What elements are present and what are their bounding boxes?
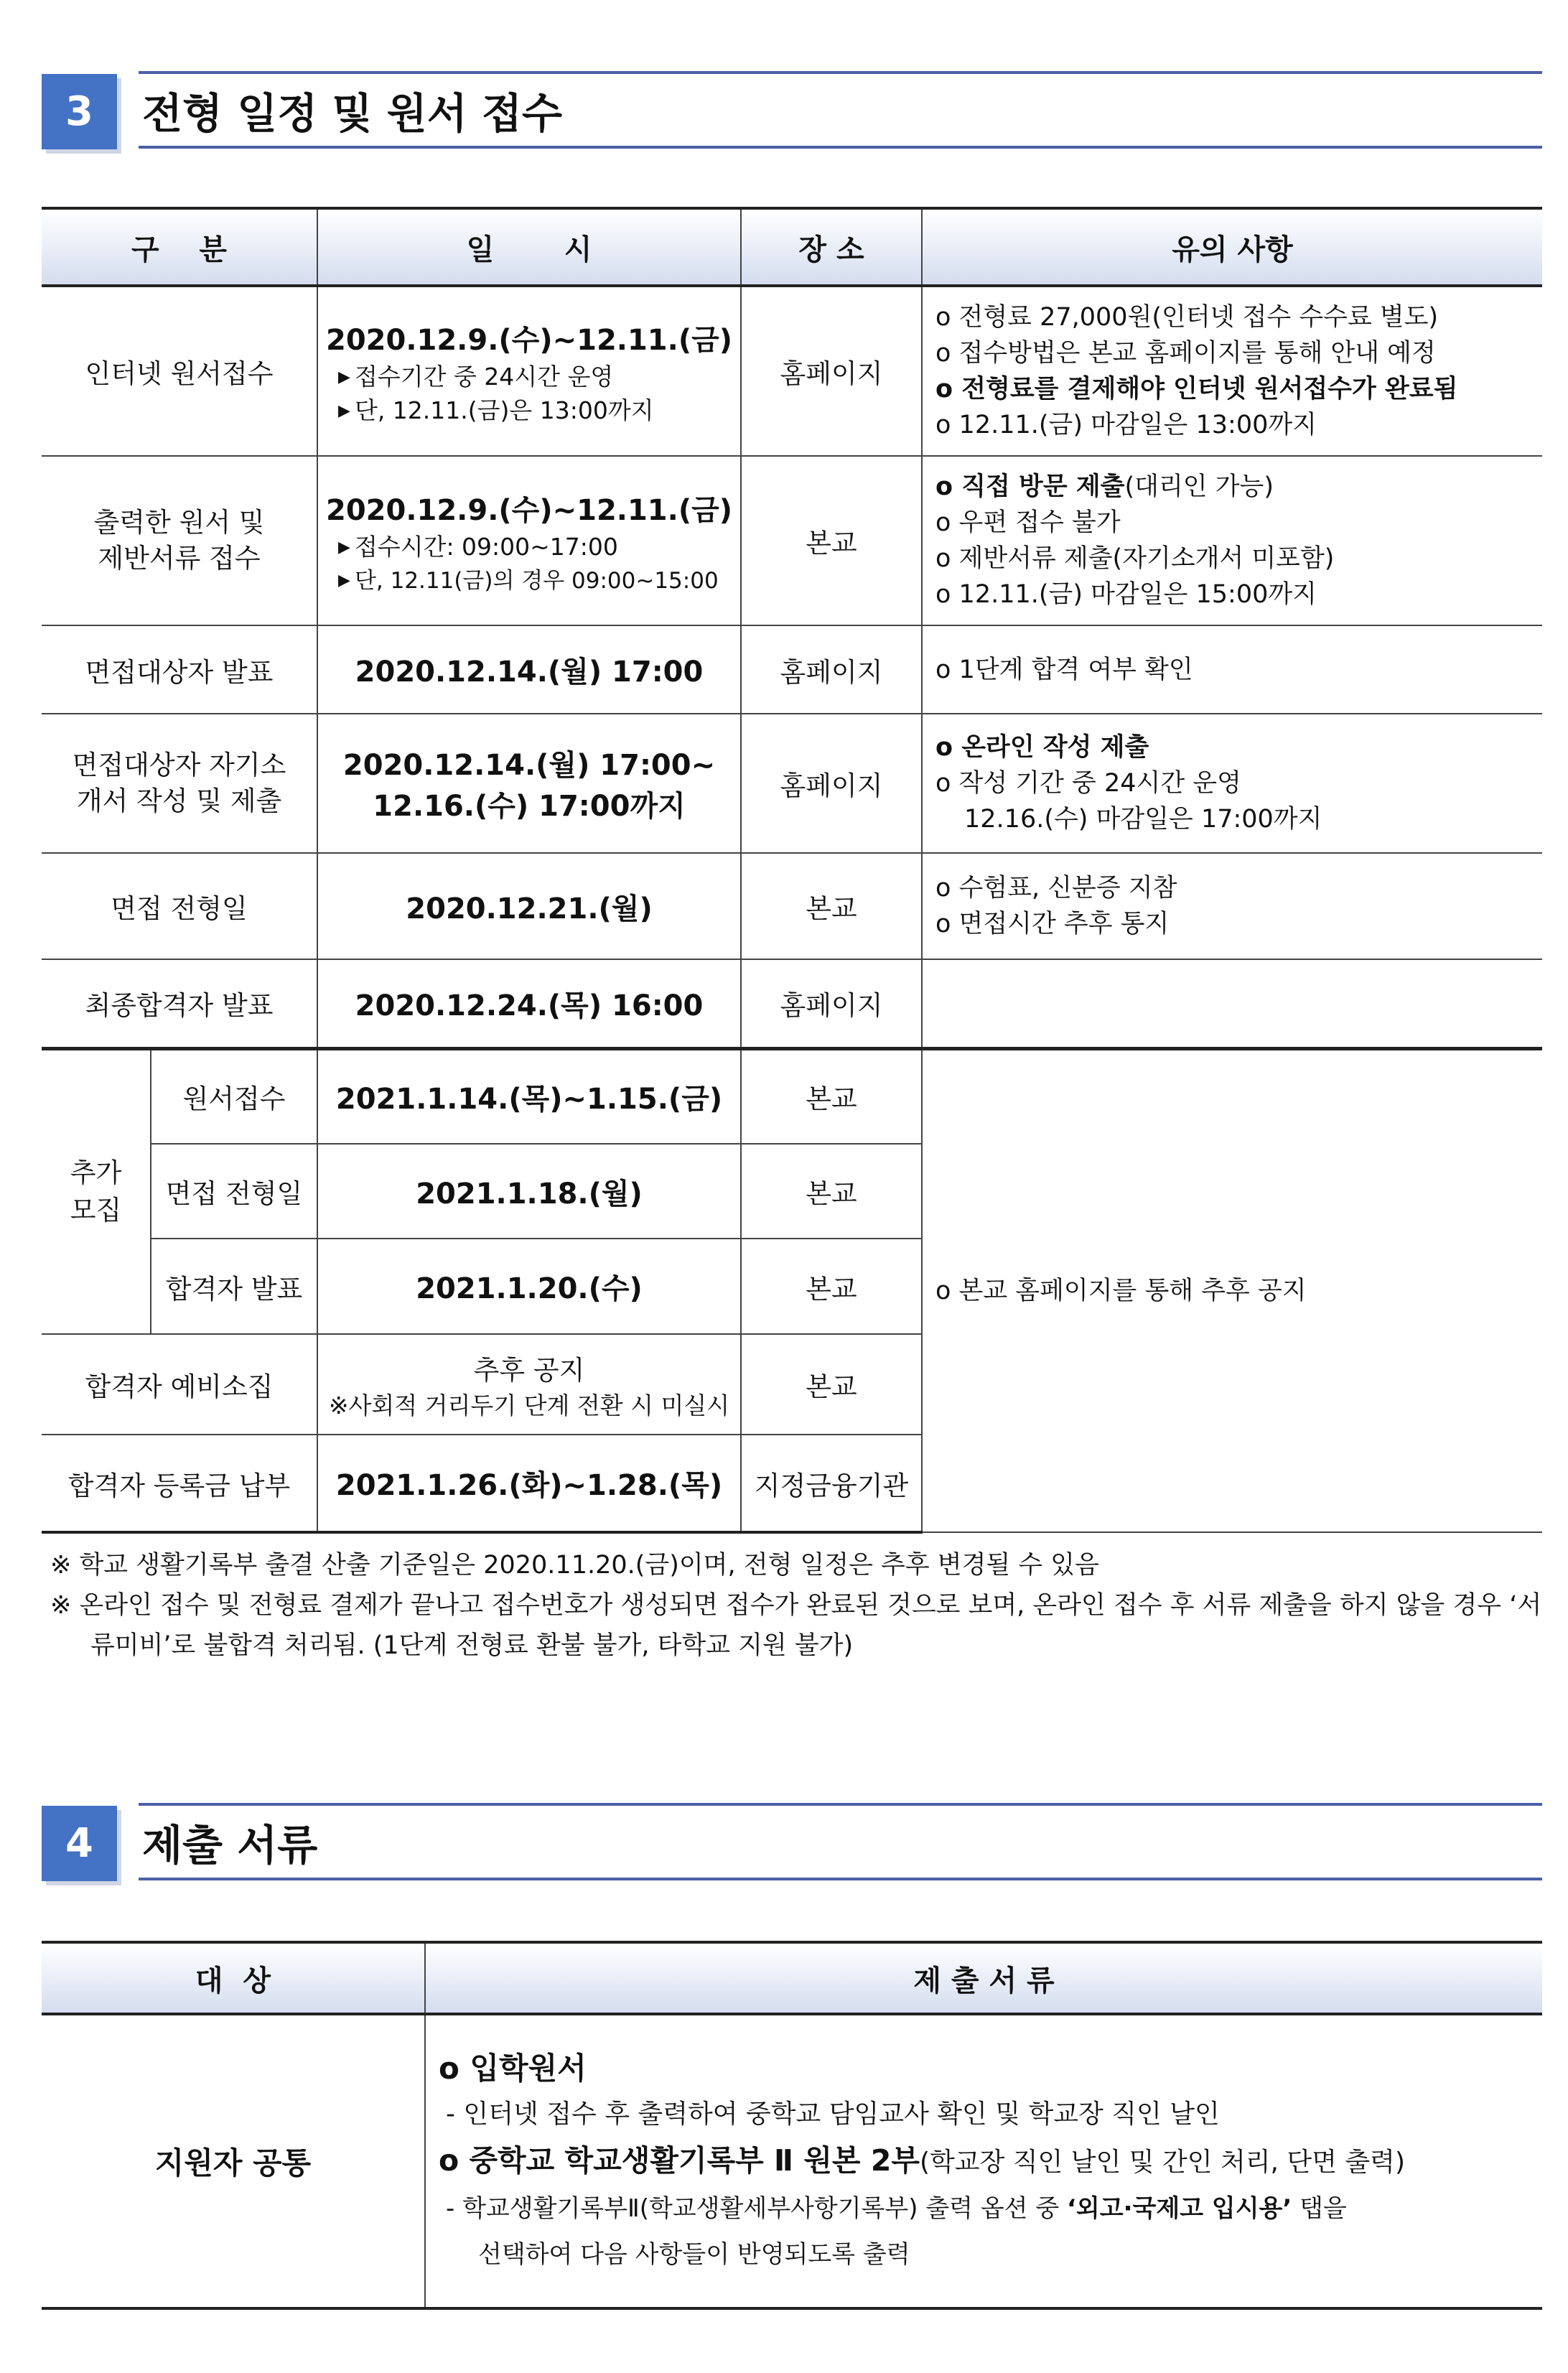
row-date: 2020.12.14.(월) 17:00~ — [342, 749, 716, 782]
row-sub-item: ▶ 접수시간: 09:00~17:00 — [338, 532, 618, 561]
extra-note: o 본교 홈페이지를 통해 추후 공지 — [922, 1048, 1542, 1532]
document-title: o 중학교 학교생활기록부 Ⅱ 원본 2부(학교장 직인 날인 및 간인 처리, 단면 출력) — [439, 2143, 1406, 2178]
row-sub-item: ▶ 단, 12.11(금)의 경우 09:00~15:00 — [338, 567, 719, 594]
row-date: 12.16.(수) 17:00까지 — [373, 790, 686, 823]
row-date-note: ※사회적 거리두기 단계 전환 시 미실시 — [328, 1391, 730, 1419]
header-notes: 유의 사항 — [922, 208, 1542, 286]
section-3-header — [42, 74, 1542, 150]
row-date: 2020.12.24.(목) 16:00 — [317, 959, 741, 1048]
row-category: 합격자 발표 — [151, 1239, 317, 1334]
section-number: 3 — [42, 74, 117, 149]
row-notes — [922, 456, 1542, 625]
note-line: o 12.11.(금) 마감일은 15:00까지 — [935, 580, 1317, 609]
row-category: 원서접수 — [151, 1048, 317, 1144]
triangle-bullet-icon: ▶ — [338, 401, 350, 420]
row-place: 지정금융기관 — [741, 1435, 922, 1532]
row-date: 2020.12.9.(수)~12.11.(금) — [325, 493, 733, 527]
row-sub-item: ▶ 접수기간 중 24시간 운영 — [338, 362, 614, 391]
section-number: 4 — [42, 1806, 117, 1881]
row-date: 2020.12.21.(월) — [317, 853, 741, 959]
row-place: 본교 — [741, 1048, 922, 1144]
header-target: 대 상 — [42, 1942, 425, 2014]
row-date-cell — [317, 456, 741, 625]
table-row — [42, 959, 1542, 1048]
row-place: 홈페이지 — [741, 959, 922, 1048]
table-row — [42, 714, 1542, 853]
section-title: 전형 일정 및 원서 접수 — [142, 89, 563, 138]
row-category: 출력한 원서 및 제반서류 접수 — [42, 456, 317, 625]
row-notes — [922, 625, 1542, 714]
table-row — [42, 1048, 1542, 1144]
row-category: 최종합격자 발표 — [42, 959, 317, 1048]
row-place: 홈페이지 — [741, 286, 922, 456]
row-place: 홈페이지 — [741, 625, 922, 714]
note-line: o 수험표, 신분증 지참 — [935, 874, 1177, 903]
row-place: 본교 — [741, 456, 922, 625]
document-desc: 선택하여 다음 사항들이 반영되도록 출력 — [478, 2239, 910, 2269]
note-line: o 1단계 합격 여부 확인 — [935, 655, 1193, 684]
row-notes — [922, 286, 1542, 456]
note-line: o 우편 접수 불가 — [935, 508, 1121, 537]
triangle-bullet-icon: ▶ — [338, 538, 350, 556]
table-header-row — [42, 1942, 1542, 2014]
table-row — [42, 2014, 1542, 2308]
row-place: 홈페이지 — [741, 714, 922, 853]
row-category: 합격자 등록금 납부 — [42, 1435, 317, 1532]
section-divider — [139, 1803, 1542, 1806]
footnote: ※ 온라인 접수 및 전형료 결제가 끝나고 접수번호가 생성되면 접수가 완료된 것으로 보며, 온라인 접수 후 서류 제출을 하지 않을 경우 ‘서류미비’로 불합격 처리됨. (1단계 전형료 환불 불가, 타학교 지원 불가) — [50, 1591, 1542, 1660]
row-date: 2020.12.9.(수)~12.11.(금) — [325, 323, 733, 357]
section-4-header — [42, 1806, 1542, 1882]
row-place: 본교 — [741, 1144, 922, 1239]
note-line: o 직접 방문 제출(대리인 가능) — [935, 472, 1274, 501]
triangle-bullet-icon: ▶ — [338, 571, 350, 589]
note-line: o 온라인 작성 제출 — [935, 733, 1149, 762]
table-row — [42, 286, 1542, 456]
row-date-cell — [317, 714, 741, 853]
note-line: 12.16.(수) 마감일은 17:00까지 — [964, 805, 1322, 834]
row-category: 면접 전형일 — [151, 1144, 317, 1239]
table-row — [42, 625, 1542, 714]
row-category: 면접 전형일 — [42, 853, 317, 959]
row-date: 2021.1.18.(월) — [317, 1144, 741, 1239]
header-category: 구 분 — [42, 208, 317, 286]
table-header-row — [42, 208, 1542, 286]
note-line: o 제반서류 제출(자기소개서 미포함) — [935, 544, 1335, 573]
row-place: 본교 — [741, 1334, 922, 1435]
row-sub-item: ▶ 단, 12.11.(금)은 13:00까지 — [338, 396, 654, 424]
header-datetime: 일 시 — [317, 208, 741, 286]
triangle-bullet-icon: ▶ — [338, 368, 350, 386]
row-date-cell — [317, 286, 741, 456]
section-divider — [139, 1878, 1542, 1880]
row-date: 추후 공지 — [473, 1354, 585, 1386]
row-notes — [922, 714, 1542, 853]
row-category: 합격자 예비소집 — [42, 1334, 317, 1435]
header-documents: 제 출 서 류 — [425, 1942, 1542, 2014]
row-date: 2021.1.26.(화)~1.28.(목) — [317, 1435, 741, 1532]
row-date: 2021.1.20.(수) — [317, 1239, 741, 1334]
table-row — [42, 456, 1542, 625]
documents-cell — [425, 2014, 1542, 2308]
footnotes — [50, 1545, 1544, 1666]
note-line: o 작성 기간 중 24시간 운영 — [935, 769, 1241, 798]
note-line: o 전형료를 결제해야 인터넷 원서접수가 완료됨 — [935, 375, 1458, 404]
extra-group-label: 추가 모집 — [42, 1048, 151, 1334]
footnote: ※ 학교 생활기록부 출결 산출 기준일은 2020.11.20.(금)이며, 전형 일정은 추후 변경될 수 있음 — [50, 1551, 1099, 1580]
note-line: o 12.11.(금) 마감일은 13:00까지 — [935, 411, 1317, 439]
section-title: 제출 서류 — [142, 1821, 318, 1870]
header-place: 장 소 — [741, 208, 922, 286]
document-title: o 입학원서 — [439, 2050, 587, 2086]
section-divider — [139, 146, 1542, 149]
row-category: 인터넷 원서접수 — [42, 286, 317, 456]
row-category: 면접대상자 자기소개서 작성 및 제출 — [42, 714, 317, 853]
row-notes-empty — [922, 959, 1542, 1048]
note-line: o 전형료 27,000원(인터넷 접수 수수료 별도) — [935, 303, 1439, 332]
row-notes — [922, 853, 1542, 959]
target-cell: 지원자 공통 — [42, 2014, 425, 2308]
section-divider — [139, 71, 1542, 74]
documents-table — [42, 1941, 1542, 2310]
note-line: o 면접시간 추후 통지 — [935, 910, 1170, 938]
note-line: o 접수방법은 본교 홈페이지를 통해 안내 예정 — [935, 339, 1436, 368]
row-date: 2020.12.14.(월) 17:00 — [317, 625, 741, 714]
document-desc: - 인터넷 접수 후 출력하여 중학교 담임교사 확인 및 학교장 직인 날인 — [446, 2099, 1220, 2129]
table-row — [42, 853, 1542, 959]
row-place: 본교 — [741, 1239, 922, 1334]
row-date: 2021.1.14.(목)~1.15.(금) — [317, 1048, 741, 1144]
row-category: 면접대상자 발표 — [42, 625, 317, 714]
row-date-cell — [317, 1334, 741, 1435]
row-place: 본교 — [741, 853, 922, 959]
document-desc: - 학교생활기록부Ⅱ(학교생활세부사항기록부) 출력 옵션 중 ‘외고·국제고 입시용’ 탭을 — [446, 2193, 1347, 2223]
schedule-table — [42, 207, 1542, 1534]
